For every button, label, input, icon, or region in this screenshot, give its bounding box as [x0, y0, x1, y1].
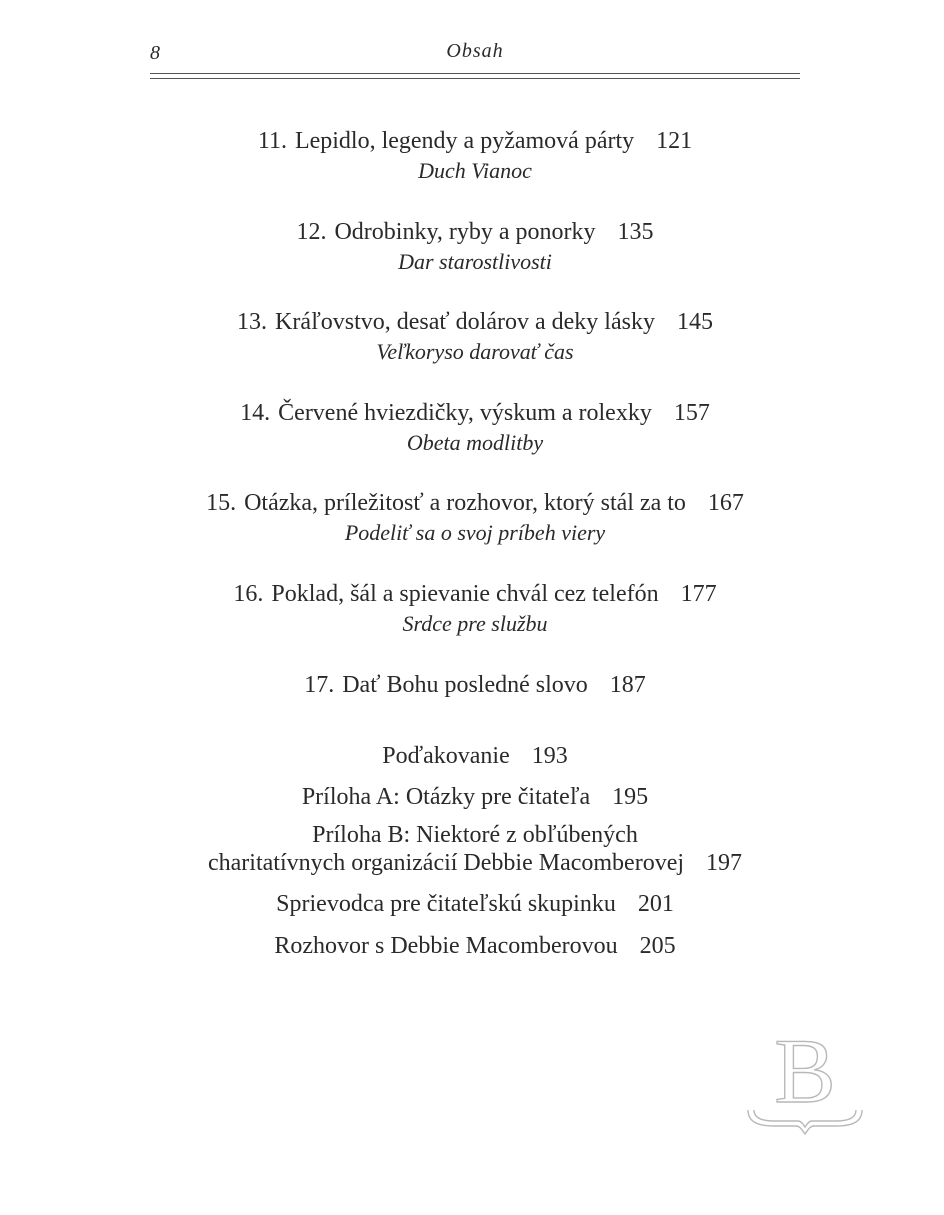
back-matter-title: Poďakovanie [382, 743, 510, 769]
back-matter-entry [0, 783, 944, 811]
chapter-page: 145 [676, 309, 713, 335]
chapter-subtitle: Veľkoryso darovať čas [376, 339, 574, 364]
toc-entry [0, 579, 944, 639]
chapter-page: 167 [707, 490, 744, 516]
toc-entry-title-line [0, 307, 944, 337]
back-matter-page: 193 [531, 743, 568, 769]
chapter-number: 15. [206, 490, 237, 516]
back-matter-page: 201 [637, 891, 674, 917]
running-title: Obsah [446, 40, 504, 62]
chapter-subtitle: Srdce pre službu [402, 611, 548, 636]
chapter-number: 13. [237, 309, 268, 335]
toc-entry [0, 217, 944, 277]
chapter-title: Kráľovstvo, desať dolárov a deky lásky [275, 309, 655, 335]
chapter-page: 177 [680, 581, 717, 607]
toc-entry-title-line [0, 579, 944, 609]
back-matter-entry [0, 890, 944, 918]
toc-entry [0, 126, 944, 186]
toc-entry-title-line [0, 488, 944, 518]
toc-entry [0, 398, 944, 458]
back-matter-entry [0, 932, 944, 960]
chapter-title: Červené hviezdičky, výskum a rolexky [278, 400, 652, 426]
chapter-page: 121 [656, 128, 693, 154]
toc-entry-title-line [0, 670, 944, 700]
chapter-subtitle: Obeta modlitby [406, 430, 544, 455]
chapter-title: Lepidlo, legendy a pyžamová párty [294, 128, 635, 154]
publisher-logo-b-icon [744, 1030, 866, 1138]
toc-entry [0, 488, 944, 548]
back-matter-title-continued: charitatívnych organizácií Debbie Macomberovej [207, 850, 685, 876]
chapter-page: 135 [617, 219, 654, 245]
back-matter-title: Rozhovor s Debbie Macomberovou [274, 933, 618, 959]
toc-entry-title-line [0, 126, 944, 156]
chapter-title: Poklad, šál a spievanie chvál cez telefón [271, 581, 659, 607]
chapter-number: 17. [304, 672, 335, 698]
chapter-title: Odrobinky, ryby a ponorky [334, 219, 596, 245]
chapter-number: 16. [233, 581, 264, 607]
header-double-rule [150, 73, 800, 79]
chapter-title: Dať Bohu posledné slovo [342, 672, 588, 698]
back-matter-title: Príloha A: Otázky pre čitateľa [301, 784, 591, 810]
logo-letter: B [774, 1030, 836, 1122]
chapter-subtitle: Dar starostlivosti [398, 249, 552, 274]
back-matter-title: Príloha B: Niektoré z obľúbených [312, 822, 638, 848]
chapter-page: 157 [673, 400, 710, 426]
toc-entry [0, 307, 944, 367]
chapter-page: 187 [609, 672, 646, 698]
chapter-number: 11. [257, 128, 287, 154]
back-matter-title: Sprievodca pre čitateľskú skupinku [276, 891, 616, 917]
chapter-title: Otázka, príležitosť a rozhovor, ktorý stál za to [244, 490, 686, 516]
toc-entry-title-line [0, 217, 944, 247]
chapter-subtitle: Podeliť sa o svoj príbeh viery [344, 520, 606, 545]
chapter-number: 14. [240, 400, 271, 426]
back-matter-page: 197 [706, 850, 743, 876]
back-matter-entry [0, 821, 944, 877]
back-matter-page: 195 [612, 784, 649, 810]
chapter-subtitle: Duch Vianoc [418, 158, 532, 183]
chapter-number: 12. [296, 219, 327, 245]
toc-entry-title-line [0, 398, 944, 428]
page-number: 8 [150, 42, 160, 64]
toc-entry [0, 670, 944, 700]
back-matter-page: 205 [639, 933, 676, 959]
back-matter-entry [0, 742, 944, 770]
